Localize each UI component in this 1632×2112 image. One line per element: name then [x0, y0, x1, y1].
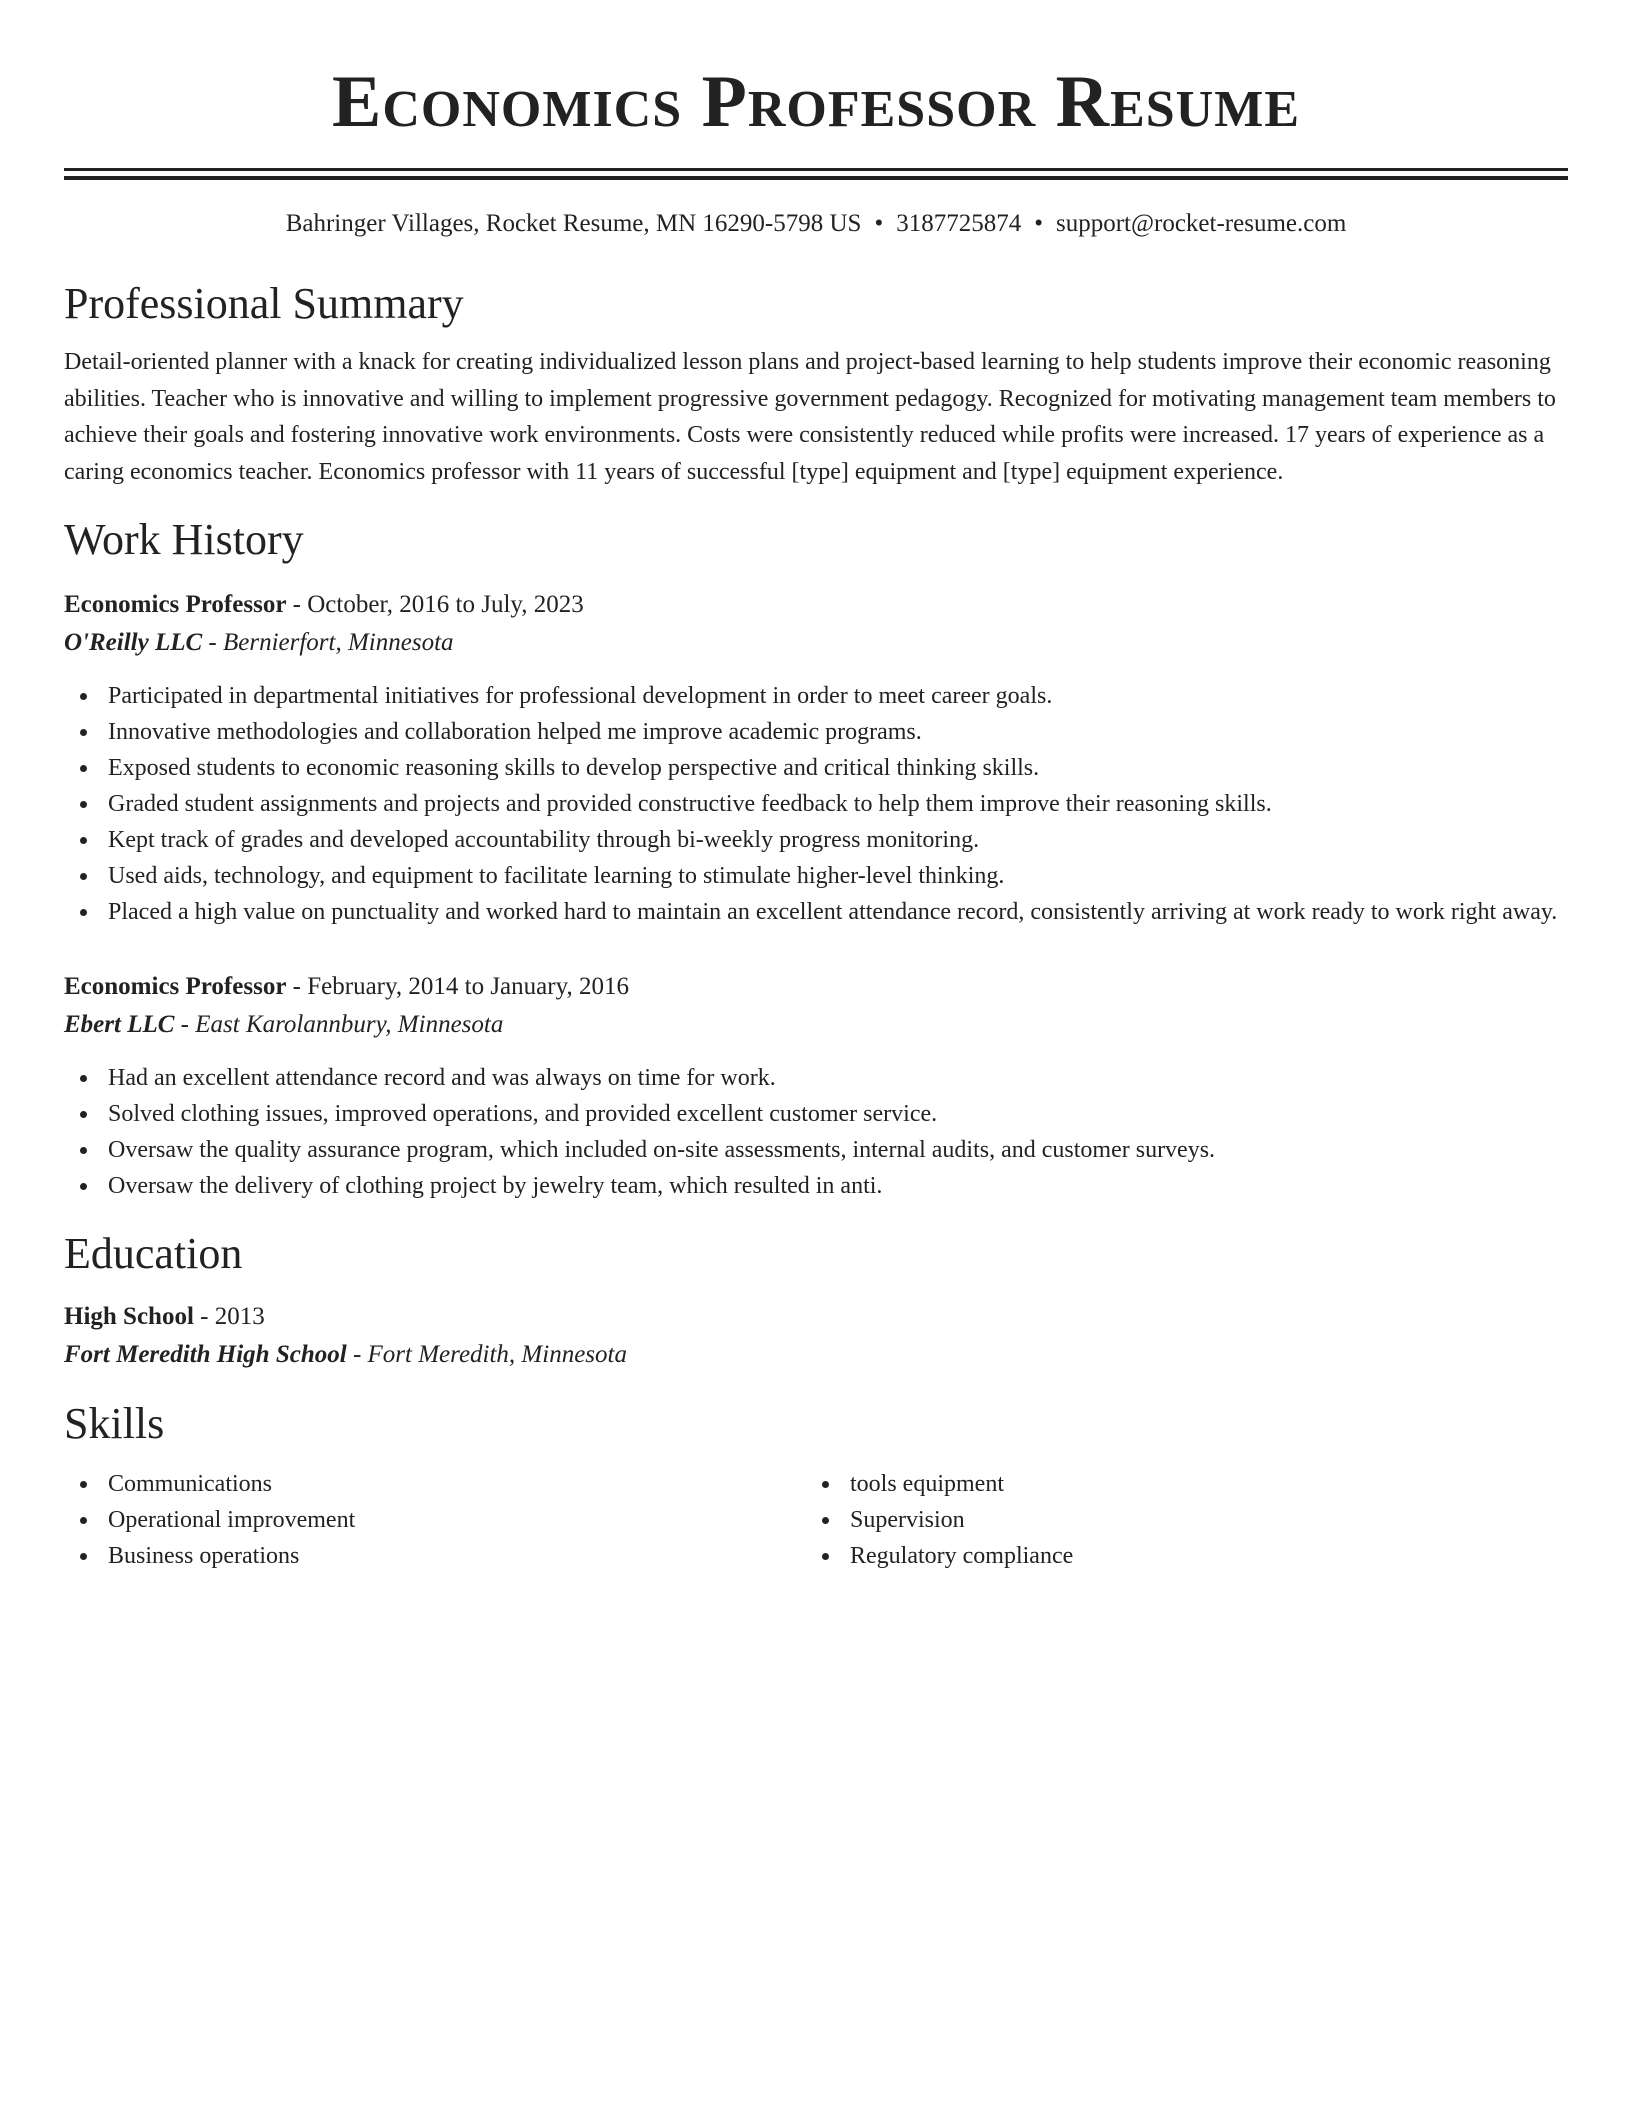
- skill-item: Communications: [64, 1466, 806, 1502]
- skills-grid: [64, 1466, 1568, 1574]
- contact-separator: •: [874, 210, 884, 237]
- education-school: Fort Meredith High School: [64, 1341, 347, 1368]
- skills-column-right: [806, 1466, 1548, 1574]
- education-year: - 2013: [193, 1303, 265, 1330]
- skill-item: Business operations: [64, 1538, 806, 1574]
- skills-heading: Skills: [64, 1399, 165, 1448]
- list-item: Oversaw the delivery of clothing project by jewelry team, which resulted in anti.: [64, 1168, 1568, 1204]
- job-role: Economics Professor: [64, 973, 287, 1000]
- job-location: - Bernierfort, Minnesota: [202, 629, 454, 656]
- job-bullets: [64, 678, 1568, 930]
- list-item: Had an excellent attendance record and was always on time for work.: [64, 1060, 1568, 1096]
- job-employer: [64, 1006, 1568, 1044]
- contact-line: [64, 208, 1568, 240]
- list-item: Used aids, technology, and equipment to facilitate learning to stimulate higher-level thinking.: [64, 858, 1568, 894]
- resume-title: Economics Professor Resume: [332, 61, 1300, 143]
- title-divider: [64, 168, 1568, 180]
- summary-heading: Professional Summary: [64, 279, 464, 328]
- job-company: O'Reilly LLC: [64, 629, 203, 656]
- education-degree: High School: [64, 1303, 194, 1330]
- contact-email: support@rocket-resume.com: [1055, 210, 1347, 237]
- list-item: Oversaw the quality assurance program, which included on-site assessments, internal audits, and customer surveys.: [64, 1132, 1568, 1168]
- list-item: Solved clothing issues, improved operations, and provided excellent customer service.: [64, 1096, 1568, 1132]
- list-item: Exposed students to economic reasoning skills to develop perspective and critical thinking skills.: [64, 750, 1568, 786]
- skill-item: tools equipment: [806, 1466, 1548, 1502]
- job-header: [64, 586, 1568, 624]
- summary-text: Detail-oriented planner with a knack for creating individualized lesson plans and project-based learning to help students improve their economic reasoning abilities. Teacher who is innovative and willing to implement progressive government pedagogy. Recognized for motivating management team members to achieve their goals and fostering innovative work environments. Costs were consistently reduced while profits were increased. 17 years of experience as a caring economics teacher. Economics professor with 11 years of successful [type] equipment and [type] equipment experience.: [64, 349, 1556, 485]
- job-location: - East Karolannbury, Minnesota: [174, 1011, 504, 1038]
- education-location: - Fort Meredith, Minnesota: [346, 1341, 627, 1368]
- list-item: Placed a high value on punctuality and worked hard to maintain an excellent attendance record, consistently arriving at work ready to work right away.: [64, 894, 1568, 930]
- job-bullets: [64, 1060, 1568, 1204]
- education-institution: [64, 1336, 1568, 1374]
- job-entry: [64, 586, 1568, 930]
- skill-item: Regulatory compliance: [806, 1538, 1548, 1574]
- skills-column-left: [64, 1466, 806, 1574]
- list-item: Innovative methodologies and collaboration helped me improve academic programs.: [64, 714, 1568, 750]
- resume-page: [64, 0, 1568, 1574]
- work-history-heading: Work History: [64, 515, 304, 564]
- contact-address: Bahringer Villages, Rocket Resume, MN 16290-5798 US: [285, 210, 862, 237]
- job-role: Economics Professor: [64, 591, 287, 618]
- education-entry: [64, 1298, 1568, 1374]
- list-item: Participated in departmental initiatives for professional development in order to meet career goals.: [64, 678, 1568, 714]
- education-header: [64, 1298, 1568, 1336]
- list-item: Kept track of grades and developed accountability through bi-weekly progress monitoring.: [64, 822, 1568, 858]
- job-employer: [64, 624, 1568, 662]
- education-heading: Education: [64, 1229, 243, 1278]
- job-dates: - October, 2016 to July, 2023: [286, 591, 584, 618]
- contact-phone: 3187725874: [896, 210, 1022, 237]
- skill-item: Supervision: [806, 1502, 1548, 1538]
- job-header: [64, 968, 1568, 1006]
- job-company: Ebert LLC: [64, 1011, 175, 1038]
- skill-item: Operational improvement: [64, 1502, 806, 1538]
- contact-separator: •: [1034, 210, 1043, 237]
- job-entry: [64, 968, 1568, 1204]
- list-item: Graded student assignments and projects and provided constructive feedback to help them improve their reasoning skills.: [64, 786, 1568, 822]
- job-dates: - February, 2014 to January, 2016: [286, 973, 629, 1000]
